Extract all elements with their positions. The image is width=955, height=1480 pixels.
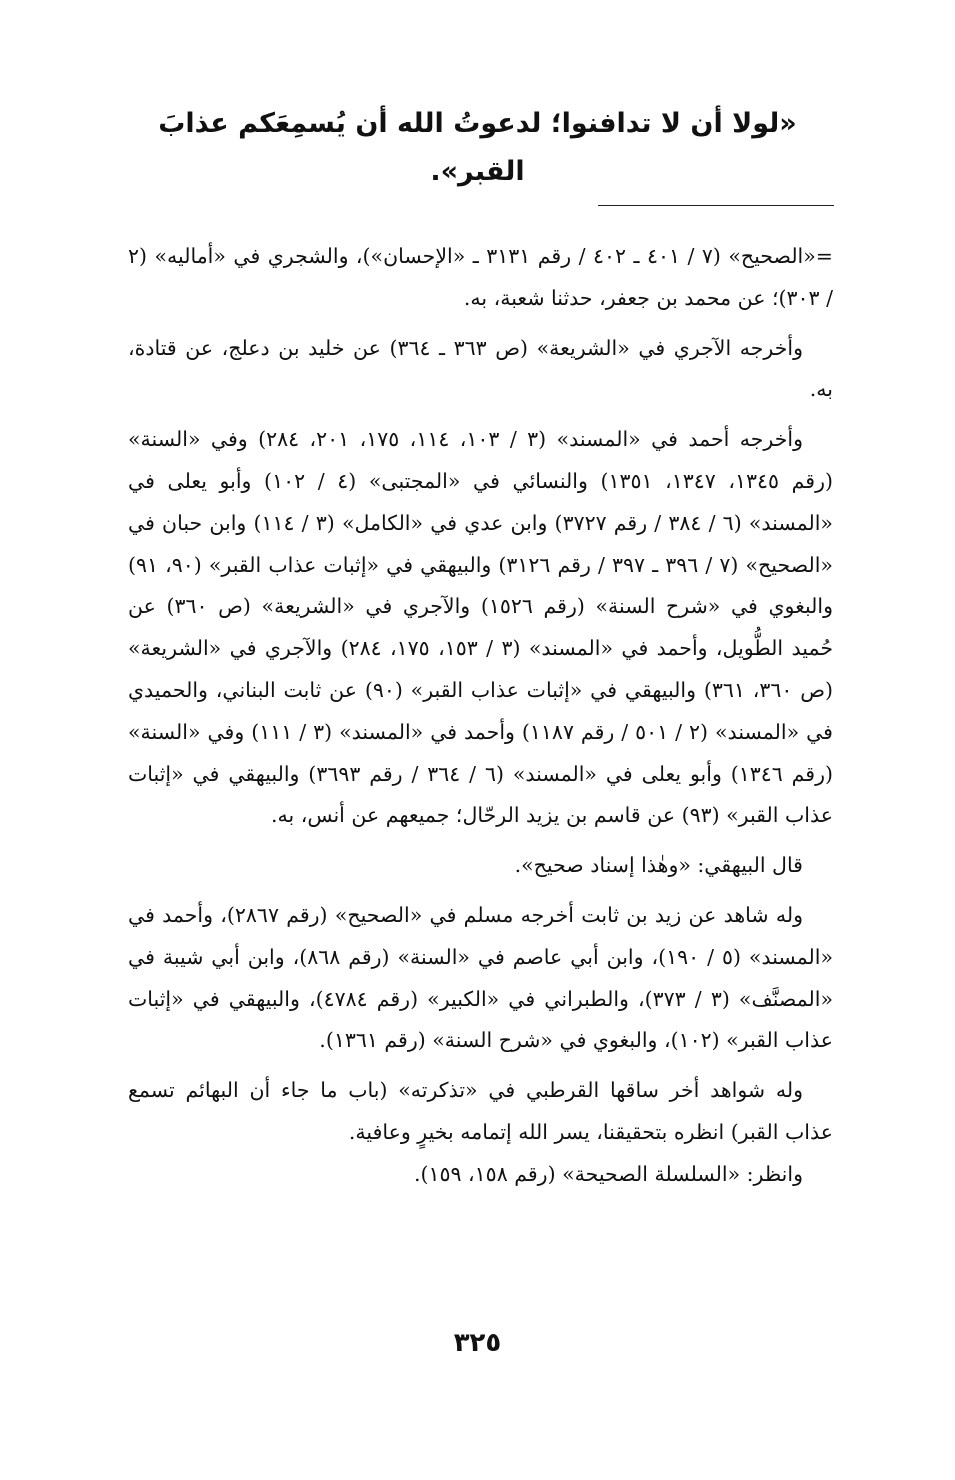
footnote-paragraph: وأخرجه الآجري في «الشريعة» (ص ٣٦٣ ـ ٣٦٤) عن خليد بن دعلج، عن قتادة، به. <box>128 335 833 402</box>
footnote-separator <box>598 205 834 206</box>
footnote-paragraph: =«الصحيح» (٧ / ٤٠١ ـ ٤٠٢ / رقم ٣١٣١ ـ «الإحسان»)، والشجري في «أماليه» (٢ / ٣٠٣)؛ عن محمد بن جعفر، حدثنا شعبة، به. <box>128 244 833 310</box>
footnote-paragraph: وانظر: «السلسلة الصحيحة» (رقم ١٥٨، ١٥٩). <box>413 1161 803 1186</box>
footnote-paragraph: وله شاهد عن زيد بن ثابت أخرجه مسلم في «الصحيح» (رقم ٢٨٦٧)، وأحمد في «المسند» (٥ / ١٩٠)، وابن أبي عاصم في «السنة» (رقم ٨٦٨)، وابن أبي شيبة في «المصنَّف» (٣ / ٣٧٣)، والطبراني في «الكبير» (رقم ٤٧٨٤)، والبيهقي في «إثبات عذاب القبر» (١٠٢)، والبغوي في «شرح السنة» (رقم ١٣٦١). <box>128 902 834 1053</box>
footnote-paragraph: وله شواهد أخر ساقها القرطبي في «تذكرته» (باب ما جاء أن البهائم تسمع عذاب القبر) انظره بتحقيقنا، يسر الله إتمامه بخيرٍ وعافية. <box>128 1078 833 1144</box>
footnote-block <box>128 236 833 1196</box>
footnote-paragraph: وأخرجه أحمد في «المسند» (٣ / ١٠٣، ١١٤، ١٧٥، ٢٠١، ٢٨٤) وفي «السنة» (رقم ١٣٤٥، ١٣٤٧، ١٣٥١) والنسائي في «المجتبى» (٤ / ١٠٢) وأبو يعلى في «المسند» (٦ / ٣٨٤ / رقم ٣٧٢٧) وابن عدي في «الكامل» (٣ / ١١٤) وابن حبان في «الصحيح» (٧ / ٣٩٦ ـ ٣٩٧ / رقم ٣١٢٦) والبيهقي في «إثبات عذاب القبر» (٩٠، ٩١) والبغوي في «شرح السنة» (رقم ١٥٢٦) والآجري في «الشريعة» (ص ٣٦٠) عن حُميد الطُّويل، وأحمد في «المسند» (٣ / ١٥٣، ١٧٥، ٢٨٤) والآجري في «الشريعة» (ص ٣٦٠، ٣٦١) والبيهقي في «إثبات عذاب القبر» (٩٠) عن ثابت البناني، والحميدي في «المسند» (٢ / ٥٠١ / رقم ١١٨٧) وأحمد في «المسند» (٣ / ١١١) وفي «السنة» (رقم ١٣٤٦) وأبو يعلى في «المسند» (٦ / ٣٦٤ / رقم ٣٦٩٣) والبيهقي في «إثبات عذاب القبر» (٩٣) عن قاسم بن يزيد الرحّال؛ جميعهم عن أنس، به. <box>128 427 834 828</box>
page-number: ٣٢٥ <box>453 1328 502 1358</box>
hadith-text: «لولا أن لا تدافنوا؛ لدعوتُ الله أن يُسمِعَكم عذابَ القبر». <box>158 108 797 187</box>
footnote-paragraph: قال البيهقي: «وهٰذا إسناد صحيح». <box>514 853 803 878</box>
